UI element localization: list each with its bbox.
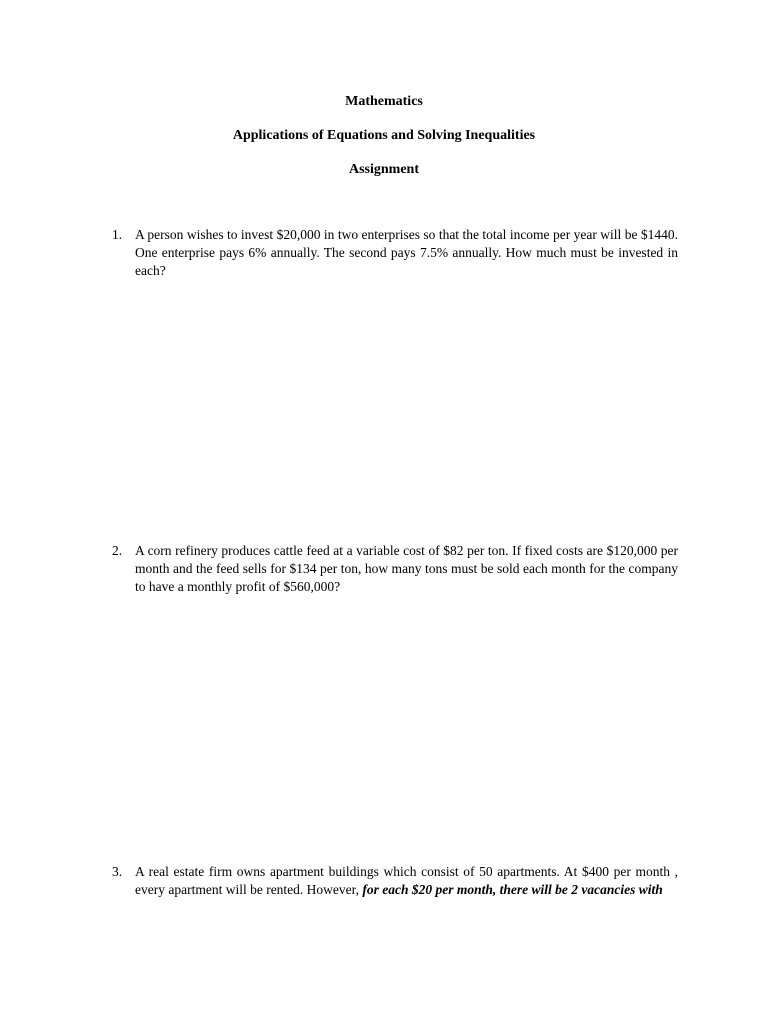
question-text: A corn refinery produces cattle feed at a variable cost of $82 per ton. If fixed costs are $120,000 per month and the feed sells for $134 per ton, how many tons must be sold each month for the company to have a monthly profit of $560,000? (135, 543, 678, 594)
question-number: 1. (112, 227, 123, 242)
question-text-emphasis: for each $20 per month, there will be 2 vacancies with (362, 882, 663, 897)
question-number: 2. (112, 543, 123, 558)
question-text: A person wishes to invest $20,000 in two enterprises so that the total income per year will be $1440. One enterprise pays 6% annually. The second pays 7.5% annually. How much must be invested in each? (135, 227, 678, 278)
question-number: 3. (112, 864, 123, 879)
document-subject: Mathematics (345, 94, 423, 109)
question-2 (112, 542, 678, 596)
document-type: Assignment (348, 162, 419, 177)
question-3 (112, 863, 678, 899)
question-text (135, 863, 678, 899)
question-text-plain: A real estate firm owns apartment buildings which consist of 50 apartments. At $400 per month , every apartment will be rented. However, (135, 864, 678, 897)
question-1 (112, 226, 678, 280)
document-topic: Applications of Equations and Solving Inequalities (232, 128, 536, 143)
